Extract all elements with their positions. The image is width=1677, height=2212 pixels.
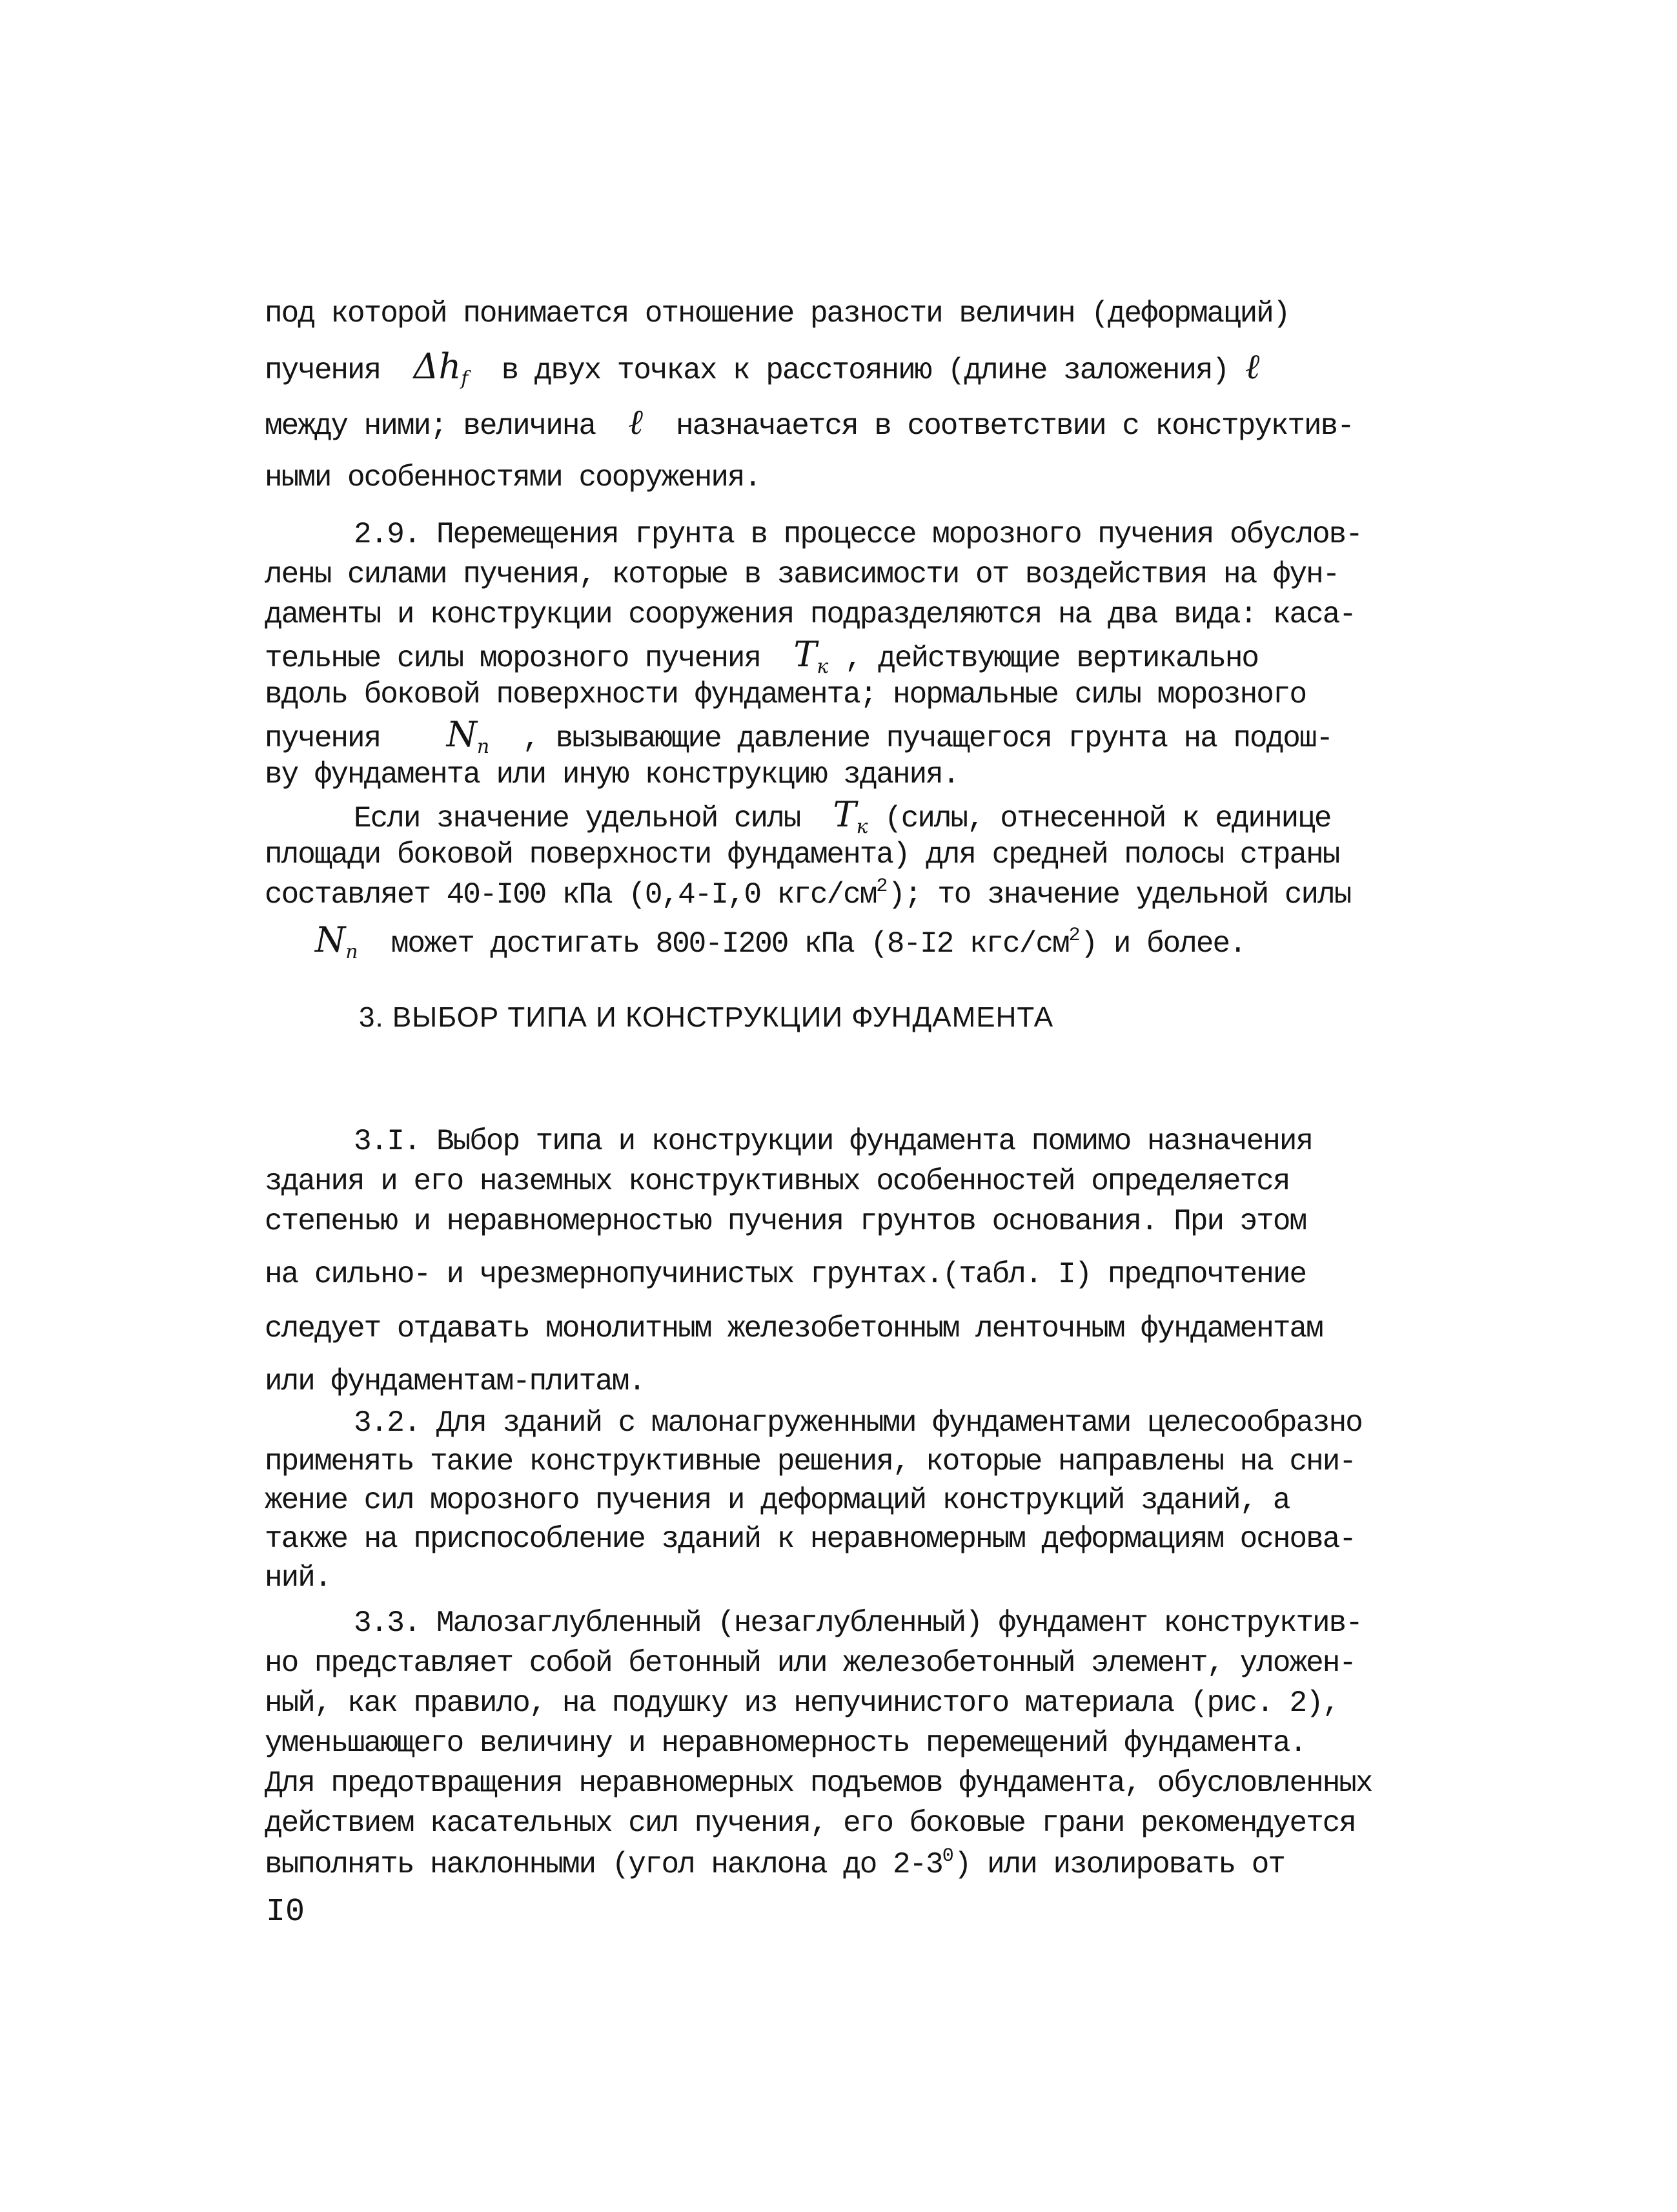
text-line: применять такие конструктивные решения, которые направлены на сни- xyxy=(265,1445,1356,1479)
text-line: уменьшающего величину и неравномерность перемещений фундамента. xyxy=(265,1726,1306,1760)
tau-symbol: T xyxy=(793,634,817,675)
l-symbol: ℓ xyxy=(1245,346,1260,387)
text-line: на сильно- и чрезмернопучинистых грунтах.(табл. I) предпочтение xyxy=(265,1258,1306,1291)
paragraph-3-1-line: 3.I. Выбор типа и конструкции фундамента помимо назначения xyxy=(354,1125,1313,1158)
text-line: пучения $N_n$ , вызывающие давление пучащегося грунта на подош- xyxy=(265,714,1333,758)
paragraph-3-2-line: 3.2. Для зданий с малонагруженными фундаментами целесообразно xyxy=(354,1406,1362,1440)
text-line: пучения $\Delta h_f$ в двух точках к расстоянию (длине заложения) ℓ xyxy=(265,346,1260,390)
text-line: даменты и конструкции сооружения подразделяются на два вида: каса- xyxy=(265,598,1356,631)
text-line: также на приспособление зданий к неравномерным деформациям основа- xyxy=(265,1522,1356,1556)
text-line: жение сил морозного пучения и деформаций конструкций зданий, а xyxy=(265,1484,1290,1517)
text-line: составляет 40-I00 кПа (0,4-I,0 кгс/$см^2$); то значение удельной силы xyxy=(265,876,1351,912)
paragraph-2-9-line: 2.9. Перемещения грунта в процессе морозного пучения обуслов- xyxy=(354,518,1362,551)
text-line: вдоль боковой поверхности фундамента; нормальные силы морозного xyxy=(265,678,1306,712)
text-line: $N_n$ может достигать 800-I200 кПа (8-I2 кгс/$см^2$) и более. xyxy=(315,919,1246,963)
text-line: между ними; величина ℓ назначается в соответствии с конструктив- xyxy=(265,402,1354,443)
text-line: действием касательных сил пучения, его боковые грани рекомендуется xyxy=(265,1807,1356,1840)
text-line: или фундаментам-плитам. xyxy=(265,1365,645,1398)
text-line: выполнять наклонными (угол наклона до $2-3^0$) или изолировать от xyxy=(265,1845,1285,1881)
text-line: ными особенностями сооружения. xyxy=(265,461,761,495)
text-line: площади боковой поверхности фундамента) для средней полосы страны xyxy=(265,838,1339,872)
section-heading: 3. ВЫБОР ТИПА И КОНСТРУКЦИИ ФУНДАМЕНТА xyxy=(359,1001,1054,1033)
page-number: I0 xyxy=(266,1894,305,1930)
paragraph-3-3-line: 3.3. Малозаглубленный (незаглубленный) фундамент конструктив- xyxy=(354,1606,1362,1640)
text-line: но представляет собой бетонный или железобетонный элемент, уложен- xyxy=(265,1646,1356,1680)
n-symbol: N xyxy=(446,714,477,755)
text-line: Если значение удельной силы $T_к$ (силы, отнесенной к единице xyxy=(354,794,1331,838)
text-line: под которой понимается отношение разности величин (деформаций) xyxy=(265,297,1290,331)
n-symbol: N xyxy=(315,919,346,960)
text-line: ву фундамента или иную конструкцию здания. xyxy=(265,758,959,792)
text-line: ный, как правило, на подушку из непучинистого материала (рис. 2), xyxy=(265,1686,1339,1720)
text-line: степенью и неравномерностью пучения грунтов основания. При этом xyxy=(265,1205,1306,1238)
text-line: Для предотвращения неравномерных подъемов фундамента, обусловленных xyxy=(265,1767,1372,1800)
text-line: ний. xyxy=(265,1561,331,1595)
delta-h-symbol: Δh xyxy=(413,346,462,387)
tau-symbol: T xyxy=(833,794,857,835)
text-line: тельные силы морозного пучения $T_к$ , действующие вертикально xyxy=(265,634,1259,678)
text-line: следует отдавать монолитным железобетонным ленточным фундаментам xyxy=(265,1312,1323,1346)
l-symbol: ℓ xyxy=(628,402,643,442)
text-line: здания и его наземных конструктивных особенностей определяется xyxy=(265,1165,1290,1198)
text-line: лены силами пучения, которые в зависимости от воздействия на фун- xyxy=(265,558,1339,591)
